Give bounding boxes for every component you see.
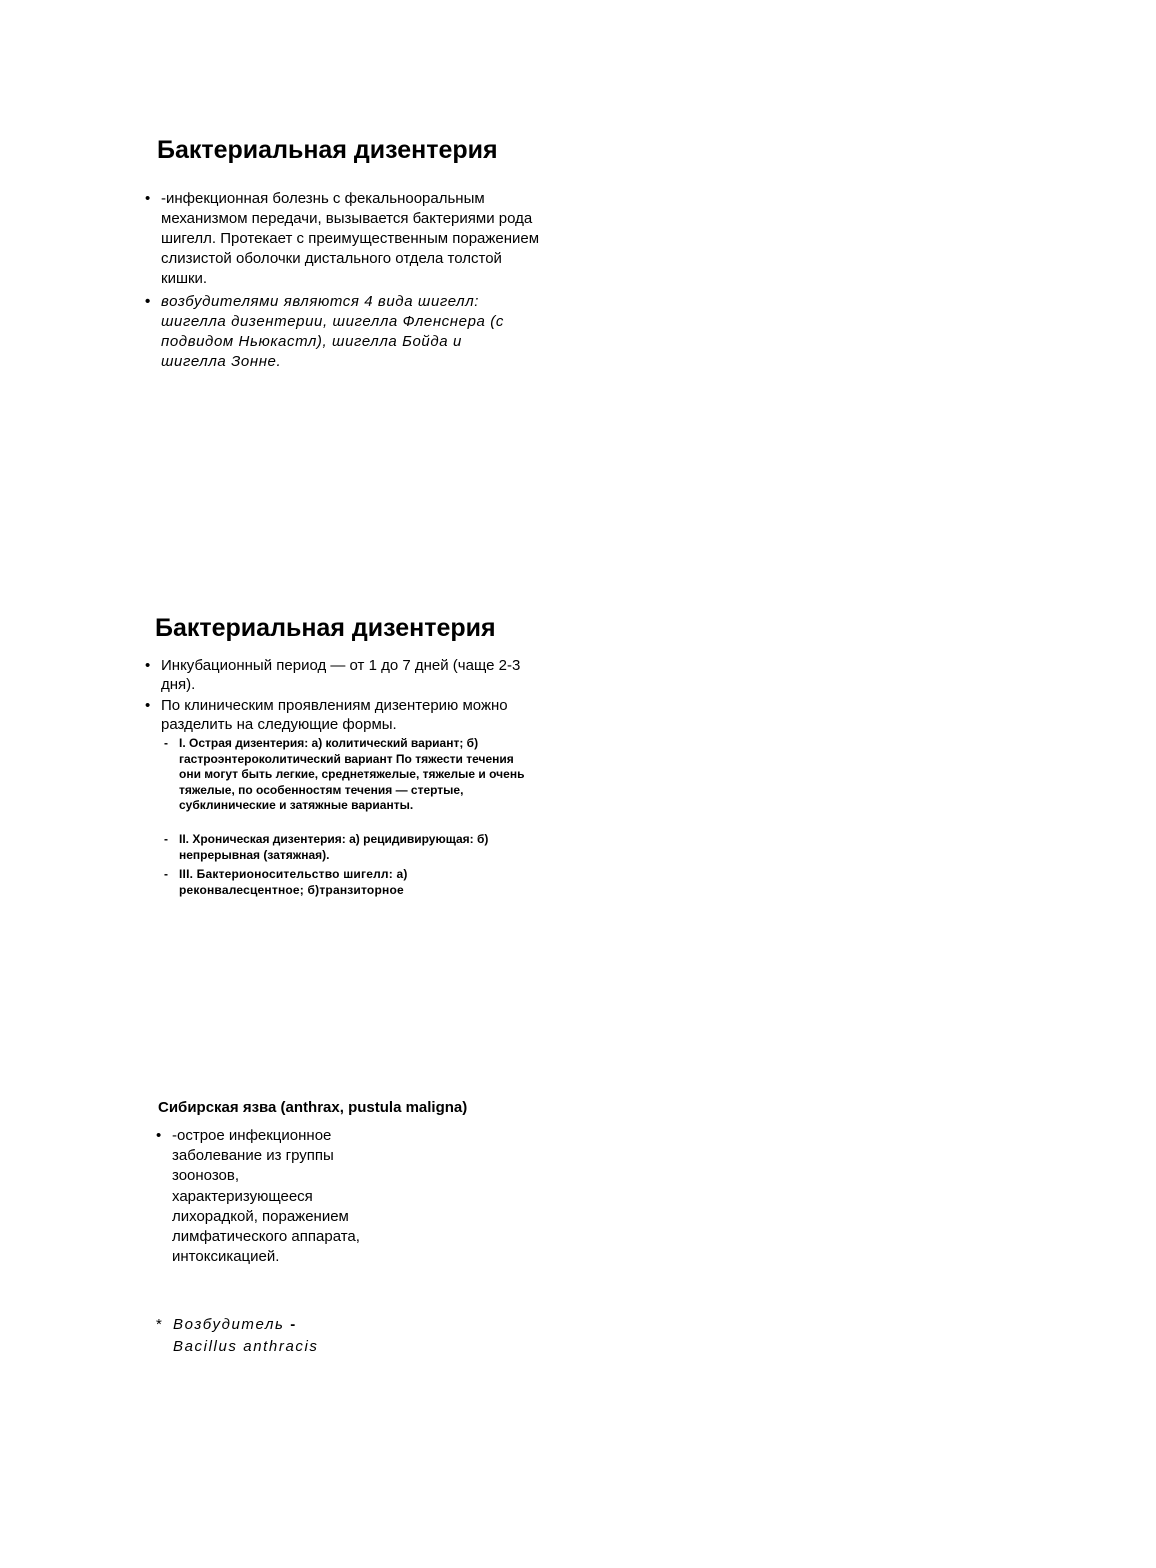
sub-bullet-marker: -: [164, 736, 168, 750]
slide-2-sub-bullet-3: [164, 867, 529, 898]
sub-bullet-marker: -: [164, 867, 169, 881]
pathogen-dash: -: [290, 1316, 297, 1333]
slide-2-sub-bullet-2: [164, 832, 529, 863]
sub-bullet-text: III. Бактерионосительство шигелл: а) реконвалесцентное; б)транзиторное: [179, 867, 408, 897]
slide-3-bullet-1: [156, 1126, 372, 1267]
slide-1-title: Бактериальная дизентерия: [157, 136, 498, 164]
slide-3-bullet-2: [156, 1314, 373, 1358]
slide-2-sub-bullet-1: [164, 736, 529, 814]
bullet-marker: •: [145, 657, 151, 674]
bullet-marker: •: [145, 293, 151, 310]
bullet-text: -инфекционная болезнь с фекальнооральным механизмом передачи, вызывается бактериями рода шигелл. Протекает с преимущественным поражением слизистой оболочки дистального отдела толстой кишки.: [161, 190, 540, 287]
slide-2-bullet-2: [145, 696, 521, 734]
slide-3-title: Сибирская язва (anthrax, pustula maligna): [158, 1099, 468, 1116]
pathogen-name: Bacillus anthracis: [173, 1338, 319, 1355]
bullet-text: -острое инфекционное заболевание из группы зоонозов, характеризующееся лихорадкой, поражением лимфатического аппарата, интоксикацией.: [172, 1127, 360, 1266]
bullet-marker: *: [156, 1316, 164, 1333]
sub-bullet-marker: -: [164, 832, 168, 846]
slide-2-bullet-1: [145, 656, 521, 694]
pathogen-label: Возбудитель: [173, 1316, 285, 1333]
bullet-marker: •: [145, 697, 151, 714]
slide-1-bullet-2: [145, 292, 521, 372]
bullet-text: возбудителями являются 4 вида шигелл: шигелла дизентерии, шигелла Фленснера (с подвидом Ньюкастл), шигелла Бойда и шигелла Зонне.: [161, 293, 504, 370]
slide-2-title: Бактериальная дизентерия: [155, 614, 496, 642]
slide-1-bullet-1: [145, 189, 541, 289]
sub-bullet-text: I. Острая дизентерия: а) колитический вариант; б) гастроэнтероколитический вариант По тяжести течения они могут быть легкие, среднетяжелые, тяжелые и очень тяжелые, по особенностям течения — стертые, субклинические и затяжные варианты.: [179, 736, 525, 813]
bullet-text: [173, 1314, 373, 1358]
bullet-text: Инкубационный период — от 1 до 7 дней (чаще 2-3 дня).: [161, 657, 521, 693]
bullet-marker: •: [145, 190, 151, 207]
sub-bullet-text: II. Хроническая дизентерия: а) рецидивирующая: б) непрерывная (затяжная).: [179, 832, 489, 862]
bullet-text: По клиническим проявлениям дизентерию можно разделить на следующие формы.: [161, 697, 508, 733]
bullet-marker: •: [156, 1127, 162, 1144]
